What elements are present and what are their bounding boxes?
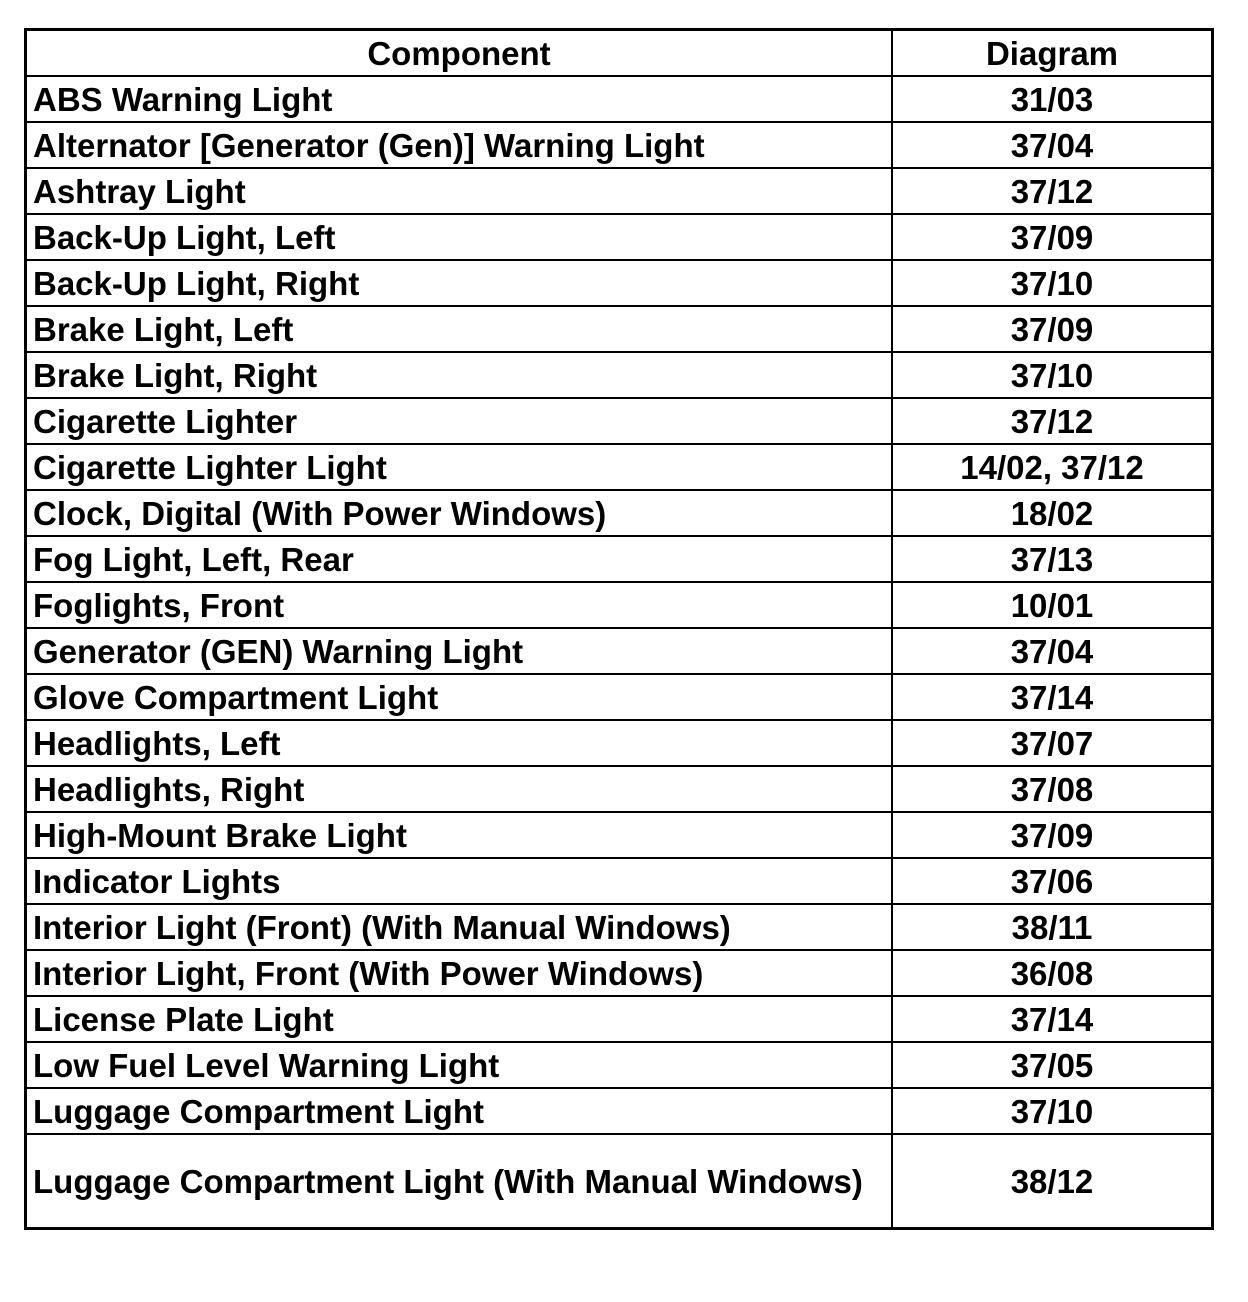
component-cell: Low Fuel Level Warning Light: [26, 1042, 893, 1088]
component-cell: Generator (GEN) Warning Light: [26, 628, 893, 674]
table-row: [26, 1134, 1213, 1229]
component-cell: Cigarette Lighter: [26, 398, 893, 444]
table-row: [26, 1088, 1213, 1134]
component-cell: Glove Compartment Light: [26, 674, 893, 720]
table-row: [26, 996, 1213, 1042]
table-row: [26, 444, 1213, 490]
diagram-cell: 37/12: [892, 168, 1213, 214]
table-row: [26, 490, 1213, 536]
diagram-cell: 37/09: [892, 214, 1213, 260]
component-cell: Indicator Lights: [26, 858, 893, 904]
component-cell: Luggage Compartment Light: [26, 1088, 893, 1134]
table-row: [26, 536, 1213, 582]
diagram-cell: 31/03: [892, 76, 1213, 122]
diagram-cell: 37/09: [892, 812, 1213, 858]
table-row: [26, 720, 1213, 766]
diagram-cell: 10/01: [892, 582, 1213, 628]
component-cell: Back-Up Light, Right: [26, 260, 893, 306]
diagram-cell: 37/08: [892, 766, 1213, 812]
component-table-container: [24, 28, 1214, 1230]
component-cell: Brake Light, Left: [26, 306, 893, 352]
table-row: [26, 214, 1213, 260]
table-row: [26, 950, 1213, 996]
diagram-cell: 37/10: [892, 352, 1213, 398]
diagram-cell: 37/09: [892, 306, 1213, 352]
diagram-cell: 37/10: [892, 1088, 1213, 1134]
table-row: [26, 582, 1213, 628]
table-row: [26, 352, 1213, 398]
diagram-cell: 37/07: [892, 720, 1213, 766]
component-cell: Interior Light, Front (With Power Windows): [26, 950, 893, 996]
component-cell: Headlights, Left: [26, 720, 893, 766]
diagram-cell: 18/02: [892, 490, 1213, 536]
component-diagram-table: [24, 28, 1214, 1230]
component-cell: Fog Light, Left, Rear: [26, 536, 893, 582]
table-row: [26, 76, 1213, 122]
component-cell: Cigarette Lighter Light: [26, 444, 893, 490]
table-row: [26, 168, 1213, 214]
table-row: [26, 122, 1213, 168]
table-row: [26, 904, 1213, 950]
component-cell: Clock, Digital (With Power Windows): [26, 490, 893, 536]
component-cell: Headlights, Right: [26, 766, 893, 812]
component-cell: Luggage Compartment Light (With Manual Windows): [26, 1134, 893, 1229]
table-header-row: [26, 30, 1213, 77]
component-cell: High-Mount Brake Light: [26, 812, 893, 858]
header-component: Component: [26, 30, 893, 77]
component-cell: Foglights, Front: [26, 582, 893, 628]
table-row: [26, 674, 1213, 720]
table-row: [26, 260, 1213, 306]
diagram-cell: 37/12: [892, 398, 1213, 444]
component-cell: Interior Light (Front) (With Manual Windows): [26, 904, 893, 950]
table-row: [26, 1042, 1213, 1088]
component-cell: Ashtray Light: [26, 168, 893, 214]
component-cell: License Plate Light: [26, 996, 893, 1042]
table-row: [26, 306, 1213, 352]
table-row: [26, 812, 1213, 858]
component-cell: Back-Up Light, Left: [26, 214, 893, 260]
component-cell: ABS Warning Light: [26, 76, 893, 122]
diagram-cell: 38/12: [892, 1134, 1213, 1229]
component-cell: Brake Light, Right: [26, 352, 893, 398]
diagram-cell: 37/05: [892, 1042, 1213, 1088]
table-row: [26, 766, 1213, 812]
diagram-cell: 36/08: [892, 950, 1213, 996]
diagram-cell: 37/04: [892, 628, 1213, 674]
table-row: [26, 858, 1213, 904]
diagram-cell: 37/14: [892, 674, 1213, 720]
diagram-cell: 37/13: [892, 536, 1213, 582]
table-row: [26, 628, 1213, 674]
diagram-cell: 14/02, 37/12: [892, 444, 1213, 490]
component-cell: Alternator [Generator (Gen)] Warning Light: [26, 122, 893, 168]
diagram-cell: 37/14: [892, 996, 1213, 1042]
diagram-cell: 37/10: [892, 260, 1213, 306]
diagram-cell: 38/11: [892, 904, 1213, 950]
diagram-cell: 37/06: [892, 858, 1213, 904]
table-row: [26, 398, 1213, 444]
diagram-cell: 37/04: [892, 122, 1213, 168]
header-diagram: Diagram: [892, 30, 1213, 77]
